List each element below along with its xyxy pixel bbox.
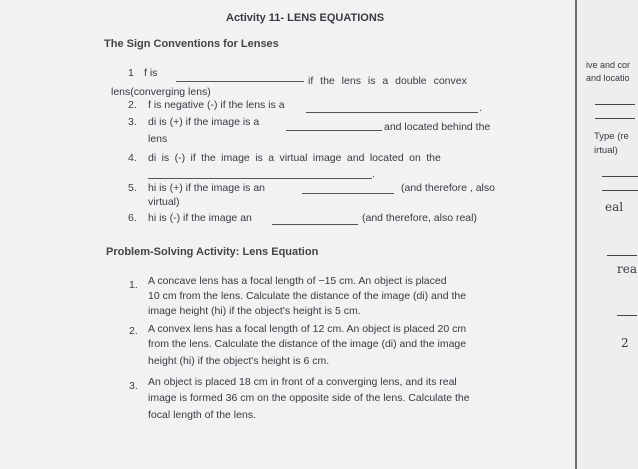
handwritten-answer: rea	[617, 262, 637, 276]
item-text: (and therefore , also	[401, 182, 495, 194]
answer-blank[interactable]	[272, 224, 358, 225]
adjacent-page	[577, 0, 638, 469]
side-text: ive and cor	[586, 60, 631, 70]
problem-text: A concave lens has a focal length of −15 cm. An object is placed	[148, 275, 447, 287]
item-text: if the lens is a double convex	[308, 75, 467, 87]
side-text: and locatio	[586, 73, 630, 83]
item-text: f is	[144, 67, 158, 79]
problem-text: image height (hi) if the object's height is 5 cm.	[148, 305, 361, 317]
item-text: hi is (+) if the image is an	[148, 182, 266, 194]
side-text: irtual)	[594, 145, 618, 156]
answer-blank[interactable]	[286, 130, 382, 131]
side-blank	[595, 118, 635, 119]
answer-blank[interactable]	[302, 193, 394, 194]
item-number: 1	[128, 67, 134, 79]
item-number: 6.	[128, 212, 137, 224]
handwritten-answer: eal	[605, 200, 624, 214]
problem-number: 1.	[129, 279, 138, 291]
item-text: f is negative (-) if the lens is a	[148, 99, 285, 111]
item-number: 4.	[128, 152, 137, 164]
side-blank	[602, 190, 638, 191]
side-blank	[617, 315, 637, 316]
side-blank	[595, 104, 635, 105]
item-text: di is (-) if the image is a virtual image and located on the	[148, 152, 441, 164]
item-text: (and therefore, also real)	[362, 212, 477, 224]
problem-number: 2.	[129, 325, 138, 337]
page-title: Activity 11- LENS EQUATIONS	[226, 12, 385, 24]
section-heading-sign-conventions: The Sign Conventions for Lenses	[104, 38, 279, 50]
item-text: .	[479, 102, 482, 114]
problem-text: from the lens. Calculate the distance of the image (di) and the image	[148, 338, 467, 350]
item-number: 5.	[128, 182, 137, 194]
problem-text: 10 cm from the lens. Calculate the distance of the image (di) and the	[148, 290, 467, 302]
item-text: virtual)	[148, 196, 180, 208]
item-text: di is (+) if the image is a	[148, 116, 260, 128]
item-text: lens(converging lens)	[111, 86, 211, 98]
problem-text: focal length of the lens.	[148, 409, 256, 421]
handwritten-answer: 2	[621, 336, 629, 350]
item-text: lens	[148, 133, 168, 145]
item-text: .	[372, 168, 375, 180]
problem-text: image is formed 36 cm on the opposite side of the lens. Calculate the	[148, 392, 470, 404]
answer-blank[interactable]	[148, 178, 372, 179]
side-blank	[602, 176, 638, 177]
problem-text: height (hi) if the object's height is 6 cm.	[148, 355, 330, 367]
answer-blank[interactable]	[306, 112, 478, 113]
item-number: 2.	[128, 99, 137, 111]
answer-blank[interactable]	[176, 81, 304, 82]
side-text: Type (re	[594, 131, 629, 142]
problem-number: 3.	[129, 380, 138, 392]
item-text: hi is (-) if the image an	[148, 212, 252, 224]
problem-text: An object is placed 18 cm in front of a converging lens, and its real	[148, 376, 457, 388]
item-number: 3.	[128, 116, 137, 128]
item-text: and located behind the	[384, 121, 491, 133]
section-heading-problem-solving: Problem-Solving Activity: Lens Equation	[106, 246, 319, 258]
problem-text: A convex lens has a focal length of 12 cm. An object is placed 20 cm	[148, 323, 467, 335]
side-blank	[607, 255, 637, 256]
